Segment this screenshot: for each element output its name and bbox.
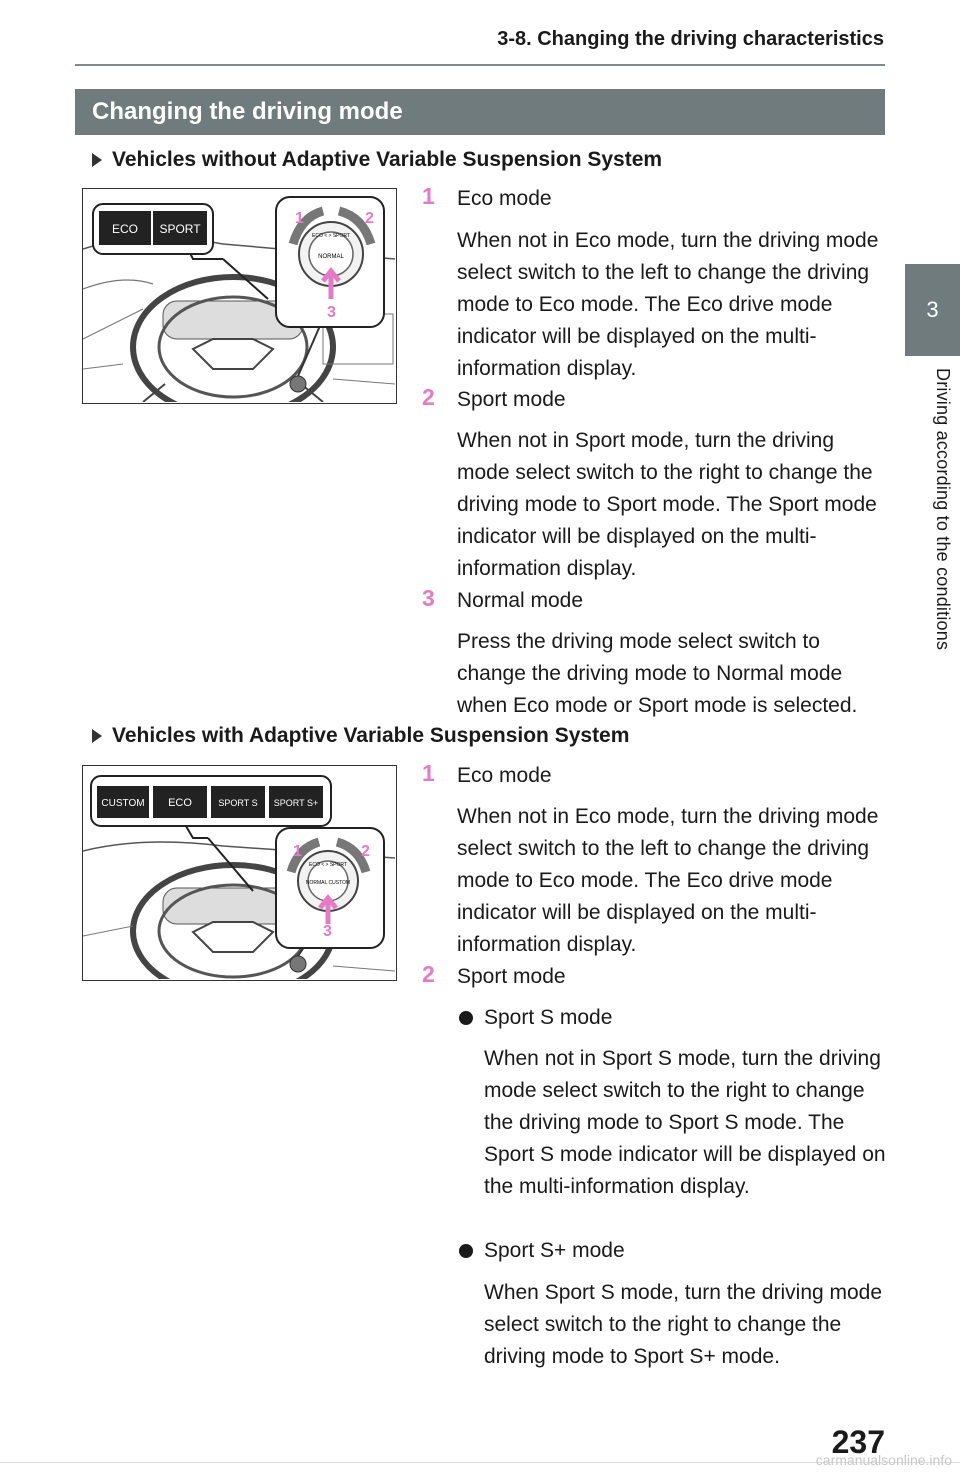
badge-custom: CUSTOM [101, 798, 145, 809]
badge-sport: SPORT [159, 222, 201, 236]
item-number: 1 [422, 183, 435, 209]
bullet-text: When not in Sport S mode, turn the driving mode select switch to the right to change the driving mode to Sport S mode. The Sport S mode indicator will be displayed on the multi-information display. [484, 1047, 886, 1198]
illustration-switch-avs [82, 765, 397, 981]
knob-arc-label: ECO < > SPORT [312, 233, 350, 239]
section-title: Changing the driving mode [75, 89, 885, 135]
item-title: Normal mode [457, 589, 584, 612]
subsection-heading-text: Vehicles with Adaptive Variable Suspension System [112, 724, 630, 747]
item-title: Eco mode [457, 764, 552, 787]
bullet-dot-icon [459, 1011, 473, 1025]
knob-arc-label: ECO < > SPORT [309, 862, 347, 868]
item-text: When not in Eco mode, turn the driving mode select switch to the left to change the driving mode to Eco mode. The Eco drive mode indicator will be displayed on the multi-information display. [457, 229, 879, 380]
chapter-caption: Driving according to the conditions [933, 368, 953, 651]
item-title: Sport mode [457, 965, 566, 988]
footer-watermark[interactable]: carmanualsonline.info [815, 1452, 952, 1468]
badge-sport-s: SPORT S [218, 798, 258, 808]
knob-normal-label: NORMAL CUSTOM [305, 880, 351, 886]
bullet-dot-icon [459, 1244, 473, 1258]
item-text: When not in Sport mode, turn the driving mode select switch to the right to change the driving mode to Sport mode. The Sport mode indicator will be displayed on the multi-information display. [457, 429, 877, 580]
item-number: 2 [422, 961, 435, 987]
badge-eco: ECO [111, 222, 139, 236]
item-title: Sport mode [457, 388, 566, 411]
bullet-title: Sport S+ mode [484, 1239, 625, 1262]
callout-3: 3 [323, 923, 332, 940]
subsection-heading-1 [92, 148, 662, 172]
callout-2: 2 [365, 210, 374, 227]
item-number: 1 [422, 760, 435, 786]
item-number: 3 [422, 585, 435, 611]
badge-sport-s-plus: SPORT S+ [273, 798, 319, 808]
page-number: 237 [831, 1424, 885, 1460]
subsection-heading-text: Vehicles without Adaptive Variable Suspension System [112, 148, 663, 171]
running-header: 3-8. Changing the driving characteristics [497, 28, 884, 50]
badge-eco: ECO [168, 797, 192, 809]
subsection-heading-2 [92, 724, 629, 748]
illustration-switch-basic [82, 188, 397, 404]
item-text: When not in Eco mode, turn the driving mode select switch to the left to change the driving mode to Eco mode. The Eco drive mode indicator will be displayed on the multi-information display. [457, 805, 879, 956]
item-title: Eco mode [457, 187, 552, 210]
item-number: 2 [422, 384, 435, 410]
chapter-tab[interactable]: 3 [905, 264, 960, 356]
triangle-bullet-icon [92, 153, 102, 167]
dashboard-illustration [83, 766, 395, 979]
triangle-bullet-icon [92, 729, 102, 743]
knob-normal-label: NORMAL [318, 254, 344, 260]
header-rule [75, 64, 885, 66]
callout-1: 1 [295, 210, 304, 227]
bullet-title: Sport S mode [484, 1006, 613, 1029]
item-text: Press the driving mode select switch to change the driving mode to Normal mode when Eco mode or Sport mode is selected. [457, 630, 858, 717]
dashboard-illustration [83, 189, 395, 402]
callout-3: 3 [327, 304, 336, 321]
bullet-text: When Sport S mode, turn the driving mode select switch to the right to change the driving mode to Sport S+ mode. [484, 1281, 883, 1368]
callout-1: 1 [293, 843, 302, 860]
callout-2: 2 [361, 843, 370, 860]
